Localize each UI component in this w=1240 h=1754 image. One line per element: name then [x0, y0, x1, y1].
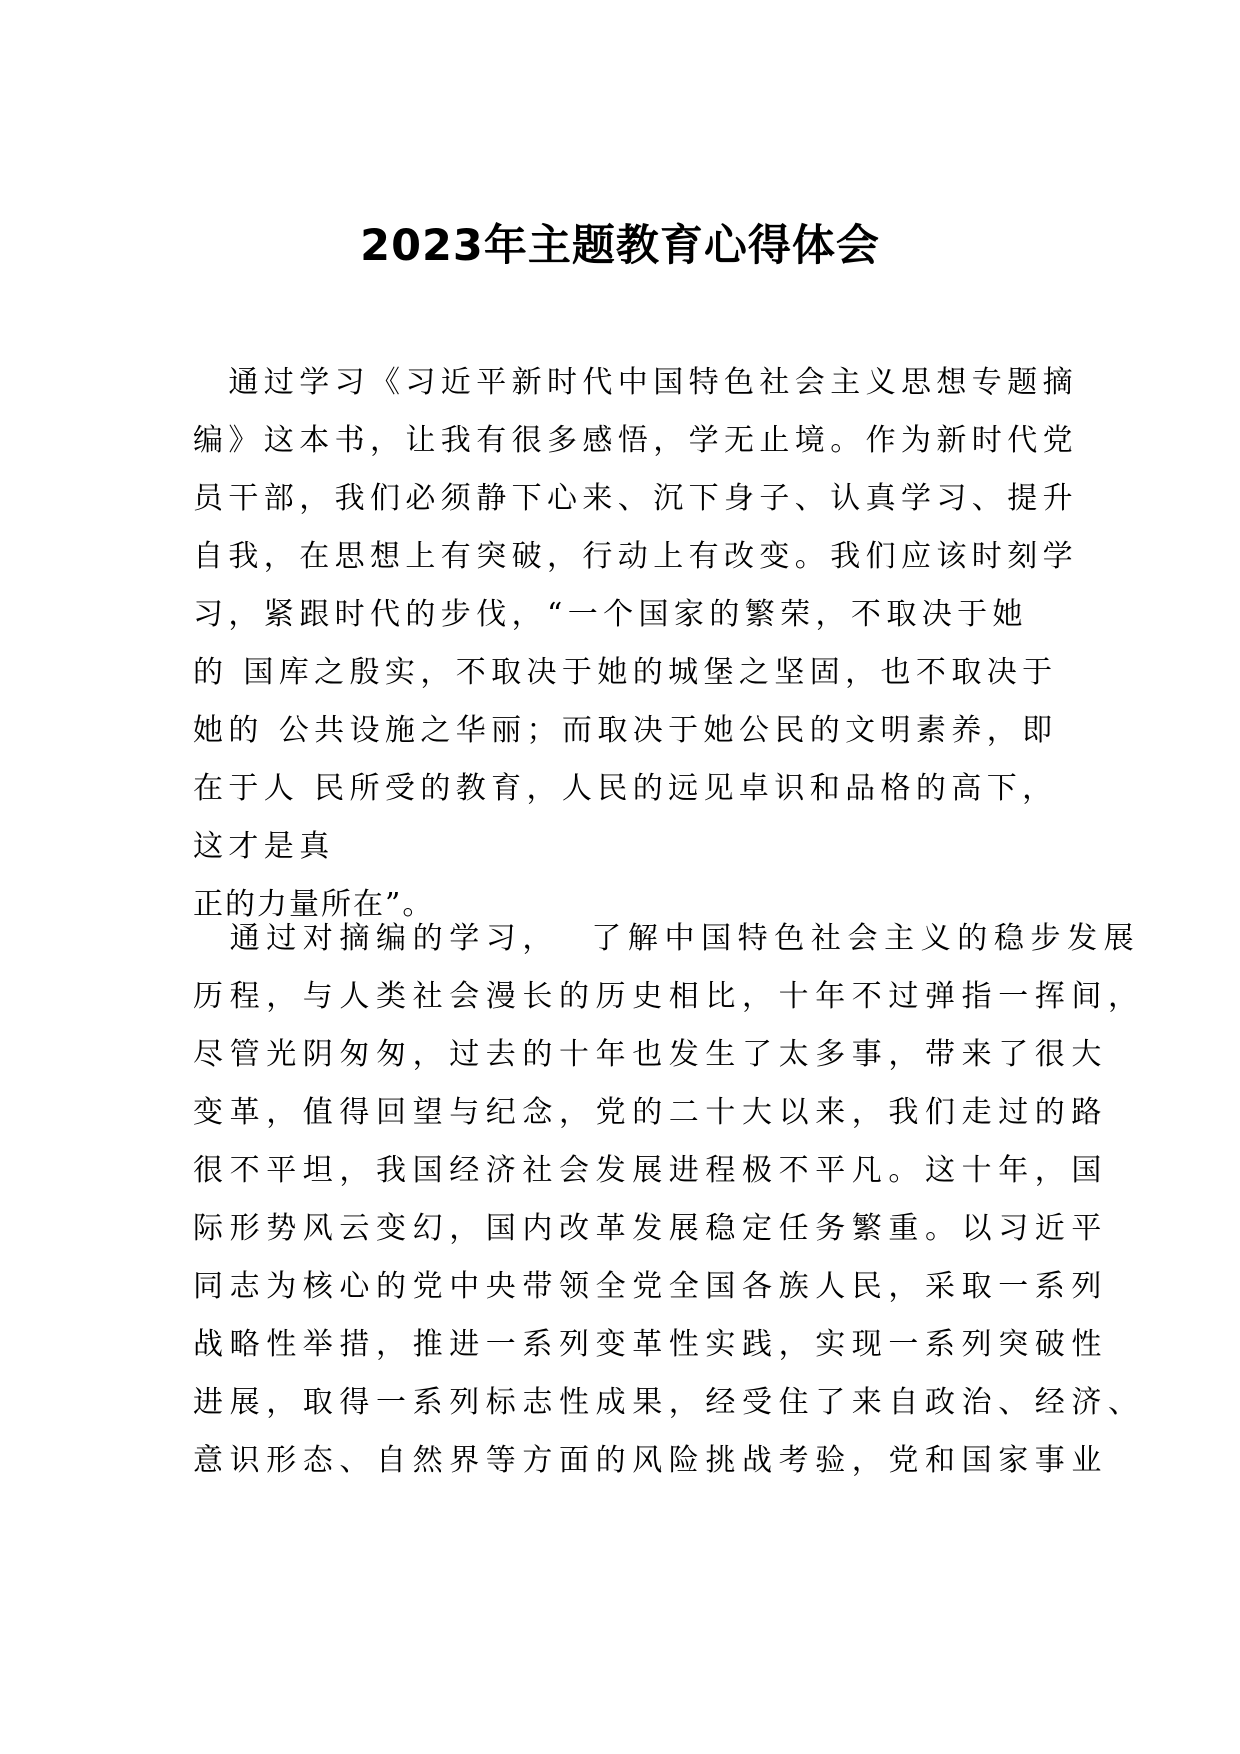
paragraph-line: 员干部，我们必须静下心来、沉下身子、认真学习、提升 [193, 481, 1078, 516]
paragraph-line: 自我，在思想上有突破，行动上有改变。我们应该时刻学 [193, 539, 1078, 574]
paragraph-line: 通过学习《习近平新时代中国特色社会主义思想专题摘 [193, 365, 1078, 400]
paragraph-2 [193, 910, 1145, 1490]
paragraph-line: 尽管光阴匆匆，过去的十年也发生了太多事，带来了很大 [193, 1037, 1108, 1072]
paragraph-line: 际形势风云变幻，国内改革发展稳定任务繁重。以习近平 [193, 1211, 1108, 1246]
paragraph-line: 同志为核心的党中央带领全党全国各族人民，采取一系列 [193, 1269, 1108, 1304]
paragraph-line: 战略性举措，推进一系列变革性实践，实现一系列突破性 [193, 1327, 1108, 1362]
paragraph-line: 编》这本书，让我有很多感悟，学无止境。作为新时代党 [193, 423, 1078, 458]
paragraph-line: 通过对摘编的学习， 了解中国特色社会主义的稳步发展 [193, 921, 1141, 956]
paragraph-line: 历程，与人类社会漫长的历史相比，十年不过弹指一挥间， [193, 979, 1145, 1014]
paragraph-line: 在于人 民所受的教育，人民的远见卓识和品格的高下， [193, 771, 1058, 806]
paragraph-line: 进展，取得一系列标志性成果，经受住了来自政治、经济、 [193, 1385, 1145, 1420]
paragraph-line: 正的力量所在”。 [193, 887, 435, 922]
paragraph-line: 这才是真 [193, 829, 335, 864]
paragraph-line: 变革，值得回望与纪念，党的二十大以来，我们走过的路 [193, 1095, 1108, 1130]
paragraph-line: 她的 公共设施之华丽；而取决于她公民的文明素养，即 [193, 713, 1058, 748]
paragraph-line: 意识形态、自然界等方面的风险挑战考验，党和国家事业 [193, 1443, 1108, 1478]
document-title: 2023年主题教育心得体会 [360, 221, 880, 271]
paragraph-1 [193, 354, 1078, 934]
paragraph-line: 的 国库之殷实，不取决于她的城堡之坚固，也不取决于 [193, 655, 1058, 690]
paragraph-line: 习，紧跟时代的步伐，“一个国家的繁荣，不取决于她 [193, 597, 1028, 632]
paragraph-line: 很不平坦，我国经济社会发展进程极不平凡。这十年，国 [193, 1153, 1108, 1188]
